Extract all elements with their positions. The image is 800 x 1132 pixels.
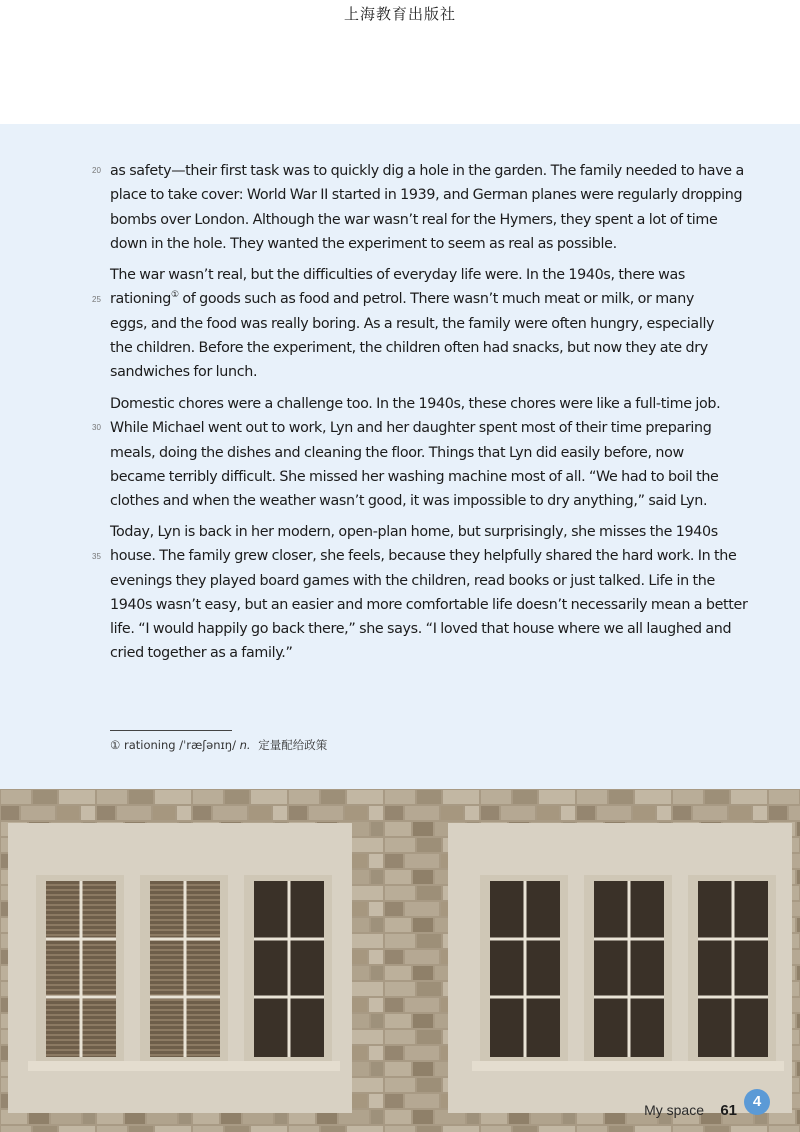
text-line: bombs over London. Although the war wasn’t real for the Hymers, they spent a lot of time <box>110 211 718 228</box>
text-line: evenings they played board games with the children, read books or just talked. Life in the <box>110 572 715 589</box>
footnoted-word: rationing <box>110 291 171 308</box>
publisher-header: 上海教育出版社 <box>343 5 456 23</box>
text-line: the children. Before the experiment, the children often had snacks, but now they ate dry <box>110 339 708 356</box>
page-number: 61 <box>720 1102 737 1119</box>
text-line: eggs, and the food was really boring. As a result, the family were often hungry, especially <box>110 315 715 332</box>
line-number-20: 20 <box>92 166 101 175</box>
text-line: cried together as a family.” <box>110 645 293 662</box>
text-line: Domestic chores were a challenge too. In the 1940s, these chores were like a full-time job. <box>110 396 721 412</box>
section-label: My space <box>644 1102 704 1118</box>
stone-building-photo <box>0 789 800 1132</box>
footnote <box>110 737 327 753</box>
text-line: While Michael went out to work, Lyn and her daughter spent most of their time preparing <box>110 420 712 437</box>
text-line: life. “I would happily go back there,” she says. “I loved that house where we all laughed and <box>110 621 732 638</box>
text-line: sandwiches for lunch. <box>110 364 258 381</box>
line-number-35: 35 <box>92 552 101 561</box>
text-line-rest: of goods such as food and petrol. There wasn’t much meat or milk, or many <box>182 291 695 308</box>
line-number-30: 30 <box>92 423 101 432</box>
footnote-ref: ① <box>170 290 179 301</box>
text-line: Today, Lyn is back in her modern, open-plan home, but surprisingly, she misses the 1940s <box>110 524 718 540</box>
text-line: down in the hole. They wanted the experiment to seem as real as possible. <box>110 235 617 252</box>
footnote-phonetic: /ˈræʃənɪŋ/ <box>179 738 236 752</box>
footnote-meaning: 定量配给政策 <box>258 738 328 752</box>
paragraph-4 <box>110 520 748 666</box>
footnote-divider <box>110 730 232 731</box>
line-number-25: 25 <box>92 295 101 304</box>
text-line: place to take cover: World War II started in 1939, and German planes were regularly dropping <box>110 187 743 204</box>
text-line: The war wasn’t real, but the difficulties of everyday life were. In the 1940s, there was <box>110 267 686 283</box>
unit-badge: 4 <box>744 1089 770 1115</box>
text-line: clothes and when the weather wasn’t good, it was impossible to dry anything,” said Lyn. <box>110 493 708 510</box>
paragraph-3 <box>110 392 735 513</box>
text-line-with-footnote <box>110 287 735 311</box>
text-line: house. The family grew closer, she feels, because they helpfully shared the hard work. In the <box>110 548 737 565</box>
text-line: as safety—their first task was to quickly dig a hole in the garden. The family needed to have a <box>110 163 744 179</box>
paragraph-2 <box>110 263 735 384</box>
text-line: 1940s wasn’t easy, but an easier and more comfortable life doesn’t necessarily mean a better <box>110 596 748 613</box>
footnote-pos: n. <box>239 738 251 752</box>
footnote-marker: ① <box>110 738 121 752</box>
text-line: became terribly difficult. She missed her washing machine most of all. “We had to boil the <box>110 468 719 485</box>
footnote-word: rationing <box>123 738 176 752</box>
text-line: meals, doing the dishes and cleaning the floor. Things that Lyn did easily before, now <box>110 444 684 461</box>
paragraph-1 <box>110 159 744 256</box>
